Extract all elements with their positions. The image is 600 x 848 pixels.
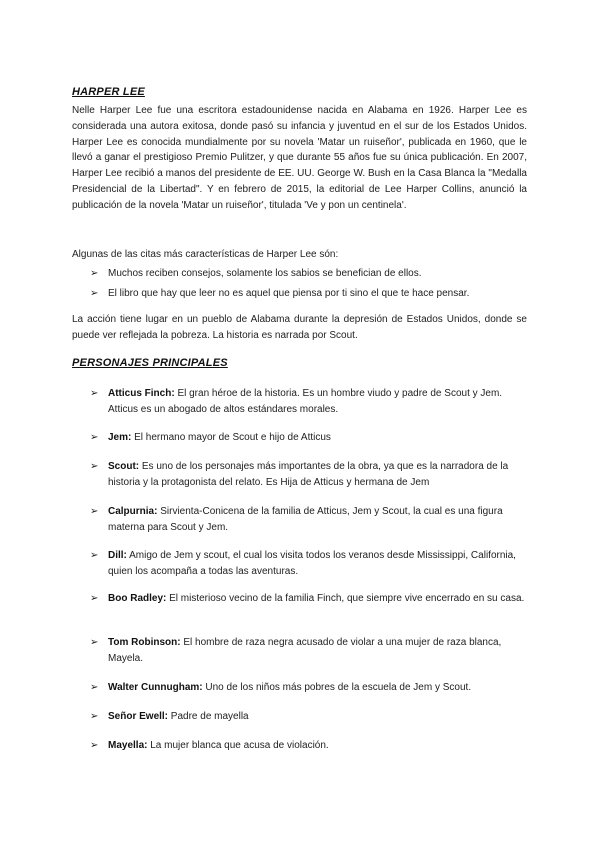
character-item — [90, 709, 527, 725]
arrow-bullet-icon: ➢ — [90, 388, 99, 399]
character-description: Es uno de los personajes más importantes de la obra, ya que es la narradora de la historia y la protagonista del relato. Es Hija de Atticus y hermana de Jem — [108, 461, 509, 488]
arrow-bullet-icon: ➢ — [90, 506, 99, 517]
arrow-bullet-icon: ➢ — [90, 637, 99, 648]
arrow-bullet-icon: ➢ — [90, 550, 99, 561]
character-name: Scout: — [108, 461, 140, 472]
character-description: Uno de los niños más pobres de la escuela de Jem y Scout. — [202, 682, 472, 693]
character-item — [90, 430, 527, 446]
character-description: El hombre de raza negra acusado de violar a una mujer de raza blanca, Mayela. — [108, 637, 502, 664]
characters-heading: PERSONAJES PRINCIPALES — [72, 357, 228, 369]
character-description: El misterioso vecino de la familia Finch, que siempre vive encerrado en su casa. — [166, 593, 525, 604]
character-name: Señor Ewell: — [108, 711, 169, 722]
character-item — [90, 591, 527, 607]
character-name: Jem: — [108, 432, 132, 443]
arrow-bullet-icon: ➢ — [90, 740, 99, 751]
biography-heading: HARPER LEE — [72, 86, 145, 98]
quote-text: Muchos reciben consejos, solamente los sabios se benefician de ellos. — [108, 268, 422, 279]
character-item — [90, 504, 527, 536]
quote-item — [90, 288, 469, 299]
character-name: Calpurnia: — [108, 506, 158, 517]
arrow-bullet-icon: ➢ — [90, 432, 99, 443]
character-item — [90, 548, 527, 580]
arrow-bullet-icon: ➢ — [90, 682, 99, 693]
character-item — [90, 680, 527, 696]
character-item — [90, 459, 527, 491]
character-name: Dill: — [108, 550, 127, 561]
quotes-intro: Algunas de las citas más características de Harper Lee són: — [72, 249, 339, 260]
character-name: Boo Radley: — [108, 593, 167, 604]
biography-paragraph: Nelle Harper Lee fue una escritora estadounidense nacida en Alabama en 1926. Harper Lee es considerada una autora exitosa, donde pasó su infancia y juventud en el sur de los Estados Unidos. Harper Lee es conocida mundialmente por su novela 'Matar un ruiseñor', publicada en 1960, que le llevó a ganar el prestigioso Premio Pulitzer, y que durante 55 años fue su única publicación. En 2007, Harper Lee recibió a manos del presidente de EE. UU. George W. Bush en la Casa Blanca la "Medalla Presidencial de la Libertad". Y en febrero de 2015, la editorial de Lee Harper Collins, anunció la publicación de la novela 'Matar un ruiseñor', titulada 'Ve y pon un centinela'. — [72, 105, 527, 211]
character-name: Walter Cunnugham: — [108, 682, 203, 693]
quote-text: El libro que hay que leer no es aquel que piensa por ti sino el que te hace pensar. — [108, 288, 470, 299]
character-name: Tom Robinson: — [108, 637, 181, 648]
character-description: Padre de mayella — [168, 711, 249, 722]
arrow-bullet-icon: ➢ — [90, 711, 99, 722]
setting-paragraph: La acción tiene lugar en un pueblo de Alabama durante la depresión de Estados Unidos, donde se puede ver reflejada la pobreza. La historia es narrada por Scout. — [72, 314, 527, 341]
character-description: Amigo de Jem y scout, el cual los visita todos los veranos desde Mississippi, California, quien los acompaña a todas las aventuras. — [108, 550, 516, 577]
character-description: El hermano mayor de Scout e hijo de Atticus — [131, 432, 331, 443]
character-name: Mayella: — [108, 740, 148, 751]
arrow-bullet-icon: ➢ — [90, 593, 99, 604]
character-item — [90, 738, 527, 754]
character-description: La mujer blanca que acusa de violación. — [147, 740, 329, 751]
arrow-bullet-icon: ➢ — [90, 288, 99, 299]
character-description: El gran héroe de la historia. Es un hombre viudo y padre de Scout y Jem. Atticus es un abogado de altos estándares morales. — [108, 388, 503, 415]
arrow-bullet-icon: ➢ — [90, 268, 99, 279]
quote-item — [90, 268, 422, 279]
character-description: Sirvienta-Conicena de la familia de Atticus, Jem y Scout, la cual es una figura materna para Scout y Jem. — [108, 506, 503, 533]
character-item — [90, 635, 527, 667]
arrow-bullet-icon: ➢ — [90, 461, 99, 472]
character-name: Atticus Finch: — [108, 388, 175, 399]
character-item — [90, 386, 527, 418]
